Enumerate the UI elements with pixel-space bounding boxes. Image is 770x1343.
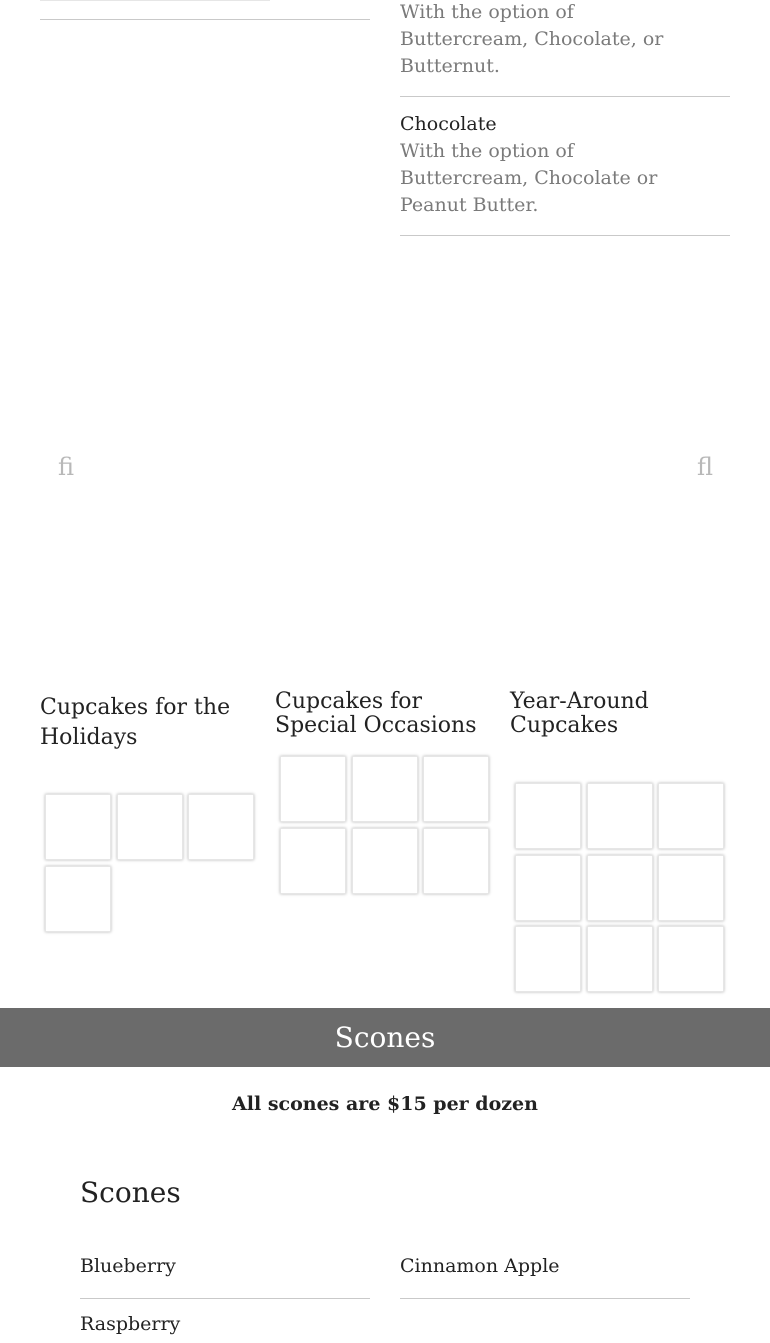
gallery-title-holidays: Cupcakes for the Holidays	[40, 695, 231, 750]
gallery-thumbnail[interactable]	[352, 756, 418, 822]
flavor-divider-1	[400, 96, 730, 97]
flavor-chocolate-title: Chocolate	[400, 113, 497, 135]
scones-price-note: All scones are $15 per dozen	[232, 1093, 538, 1115]
flavor-partial-description: With the option of Buttercream, Chocolate, or Butternut.	[400, 1, 664, 77]
scone-item-cinnamon-apple: Cinnamon Apple	[400, 1255, 560, 1277]
chevron-right-icon[interactable]: fl	[697, 453, 714, 481]
gallery-thumbnail[interactable]	[658, 855, 724, 921]
left-column-divider	[40, 19, 370, 20]
gallery-thumbnail[interactable]	[423, 828, 489, 894]
scone-item-blueberry: Blueberry	[80, 1255, 176, 1277]
gallery-thumbnail[interactable]	[515, 926, 581, 992]
gallery-thumbnail[interactable]	[515, 783, 581, 849]
chevron-left-icon[interactable]: fi	[58, 453, 75, 481]
scone-item-raspberry: Raspberry	[80, 1313, 181, 1335]
flavor-divider-2	[400, 235, 730, 236]
gallery-thumbnail[interactable]	[280, 756, 346, 822]
left-column-partial-text-line	[40, 0, 270, 1]
gallery-thumbnail[interactable]	[117, 794, 183, 860]
gallery-thumbnail[interactable]	[587, 855, 653, 921]
gallery-thumbnail[interactable]	[280, 828, 346, 894]
gallery-thumbnail[interactable]	[188, 794, 254, 860]
gallery-thumbnail[interactable]	[45, 794, 111, 860]
gallery-thumbnail[interactable]	[587, 926, 653, 992]
gallery-thumbnail[interactable]	[515, 855, 581, 921]
gallery-thumbnail[interactable]	[587, 783, 653, 849]
scones-menu-heading: Scones	[80, 1176, 181, 1209]
gallery-title-year-around: Year-Around Cupcakes	[510, 689, 649, 738]
gallery-thumbnail[interactable]	[45, 866, 111, 932]
gallery-thumbnail[interactable]	[423, 756, 489, 822]
gallery-thumbnail[interactable]	[658, 926, 724, 992]
scone-divider-right	[400, 1298, 690, 1299]
scone-divider-left	[80, 1298, 370, 1299]
gallery-thumbnail[interactable]	[658, 783, 724, 849]
flavor-chocolate-description: With the option of Buttercream, Chocolate or Peanut Butter.	[400, 140, 658, 216]
gallery-title-special-occasions: Cupcakes for Special Occasions	[275, 689, 477, 738]
scones-banner: Scones	[0, 1008, 770, 1067]
gallery-thumbnail[interactable]	[352, 828, 418, 894]
